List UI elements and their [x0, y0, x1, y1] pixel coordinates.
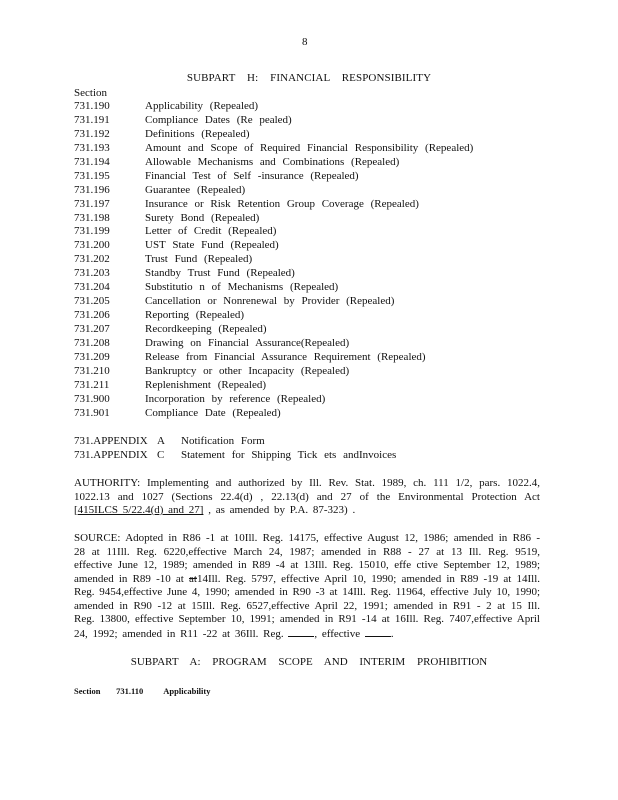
section-number: 731.191: [74, 113, 110, 126]
section-row: [74, 323, 544, 337]
section-title: Release from Financial Assurance Requirement (Repealed): [145, 350, 426, 363]
section-title: Recordkeeping (Repealed): [145, 323, 267, 335]
source-text-continued: 14Ill. Reg. 5797, effective April 10, 1990; amended in R89 -19 at 14Ill. Reg. 9454,effective June 4, 1990; amended in R90 -3 at 14Ill. Reg. 11964, effective July 10, 1990; amended in R90 -12 at 15Ill. Reg. 6527,effective April 22, 1991; amended in R91 - 2 at 15 Ill. Reg. 13800, effective September 10, 1991; amended in R91 -14 at 16Ill. Reg. 7407,effective April 24, 1992; amended in R11 -22 at 36Ill. Reg.: [74, 572, 541, 640]
section-row: [74, 170, 544, 184]
source-note: [74, 532, 540, 641]
section-title: Financial Test of Self -insurance (Repealed): [145, 169, 359, 182]
page-number: 8: [302, 36, 308, 48]
appendix-row: [74, 448, 544, 462]
section-label: Section: [74, 686, 101, 696]
section-title: Standby Trust Fund (Repealed): [145, 267, 295, 280]
section-row: [74, 295, 544, 309]
section-number: 731.198: [74, 211, 110, 224]
section-row: [74, 351, 544, 365]
subpart-h-heading: SUBPART H: FINANCIAL RESPONSIBILITY: [186, 72, 432, 84]
section-number: 731.196: [74, 183, 110, 196]
section-number: 731.195: [74, 169, 110, 182]
section-number: 731.190: [74, 100, 110, 112]
authority-text: AUTHORITY: Implementing and authorized by Ill. Rev. Stat. 1989, ch. 111 1/2, pars. 1022.4, 1022.13 and 1027 (Sections 22.4(d) , 22.13(d) and 27 of the Environmental Protection Act [: [74, 477, 540, 516]
section-row: [74, 239, 544, 253]
section-number: 731.203: [74, 267, 110, 280]
appendix-title: Notification Form: [181, 435, 265, 447]
section-number: 731.193: [74, 141, 110, 154]
section-number: 731.202: [74, 253, 110, 266]
section-title: Definitions (Repealed): [145, 127, 250, 140]
section-number: 731.901: [74, 406, 110, 419]
section-row: [74, 142, 544, 156]
section-title: UST State Fund (Repealed): [145, 239, 279, 252]
section-row: [74, 379, 544, 393]
section-row: [74, 267, 544, 281]
section-row: [74, 253, 544, 267]
section-number: 731.209: [74, 350, 110, 363]
section-row: [74, 114, 544, 128]
source-effective-label: , effective: [314, 627, 361, 640]
struck-text: at: [189, 572, 197, 585]
source-end: .: [390, 627, 394, 640]
appendix-title: Statement for Shipping Tick ets andInvoices: [181, 449, 397, 461]
section-title: Reporting (Repealed): [145, 309, 244, 322]
appendix-row: [74, 434, 544, 448]
section-number: 731.192: [74, 127, 110, 140]
appendix-number: 731.APPENDIX: [74, 449, 148, 461]
section-number: 731.205: [74, 295, 110, 308]
blank-field: [365, 627, 391, 637]
section-number: 731.208: [74, 336, 110, 349]
section-731-110-line: [74, 686, 210, 696]
section-title: Compliance Date (Repealed): [145, 406, 281, 419]
appendix-letter: C: [157, 449, 165, 461]
section-title: Allowable Mechanisms and Combinations (Repealed): [145, 155, 400, 168]
section-title: Substitutio n of Mechanisms (Repealed): [145, 281, 339, 294]
section-title: Drawing on Financial Assurance(Repealed): [145, 336, 350, 349]
section-title: Surety Bond (Repealed): [145, 211, 260, 224]
section-title: Cancellation or Nonrenewal by Provider (Repealed): [145, 295, 395, 308]
section-row: [74, 198, 544, 212]
section-title: Amount and Scope of Required Financial Responsibility (Repealed): [145, 141, 474, 154]
appendix-number: 731.APPENDIX: [74, 435, 148, 447]
section-row: [74, 225, 544, 239]
section-title: Guarantee (Repealed): [145, 183, 246, 196]
section-row: [74, 184, 544, 198]
section-row: [74, 407, 544, 421]
section-number: 731.900: [74, 392, 110, 405]
appendix-list: [74, 434, 544, 462]
section-number: 731.110: [116, 686, 144, 696]
section-row: [74, 281, 544, 295]
authority-text-end: , as amended by P.A. 87-323) .: [203, 504, 356, 516]
section-number: 731.200: [74, 239, 110, 252]
section-title: Bankruptcy or other Incapacity (Repealed): [145, 364, 350, 377]
section-number: 731.206: [74, 309, 110, 322]
section-row: [74, 393, 544, 407]
section-row: [74, 156, 544, 170]
section-column-label: Section: [74, 87, 107, 99]
section-list: [74, 100, 544, 421]
section-title: Compliance Dates (Re pealed): [145, 113, 292, 126]
blank-field: [288, 627, 314, 637]
section-row: [74, 309, 544, 323]
section-number: 731.204: [74, 281, 110, 294]
section-title: Insurance or Risk Retention Group Coverage (Repealed): [145, 197, 419, 210]
section-title: Trust Fund (Repealed): [145, 253, 253, 266]
section-row: [74, 100, 544, 114]
subpart-a-heading: SUBPART A: PROGRAM SCOPE AND INTERIM PROHIBITION: [130, 656, 488, 668]
section-number: 731.210: [74, 364, 110, 377]
section-number: 731.194: [74, 155, 110, 168]
section-row: [74, 128, 544, 142]
section-title: Applicability (Repealed): [145, 100, 259, 112]
section-title: Applicability: [163, 686, 211, 696]
section-row: [74, 212, 544, 226]
section-number: 731.199: [74, 225, 110, 238]
appendix-letter: A: [157, 435, 165, 447]
statute-citation-link[interactable]: 415ILCS 5/22.4(d) and 27]: [77, 504, 204, 516]
section-number: 731.197: [74, 197, 110, 210]
section-row: [74, 365, 544, 379]
section-title: Replenishment (Repealed): [145, 378, 266, 391]
section-number: 731.207: [74, 323, 110, 335]
section-number: 731.211: [74, 378, 110, 391]
section-title: Letter of Credit (Repealed): [145, 225, 277, 238]
section-row: [74, 337, 544, 351]
source-text: SOURCE: Adopted in R86 -1 at 10Ill. Reg. 14175, effective August 12, 1986; amended in R86 - 28 at 11Ill. Reg. 6220,effective March 24, 1987; amended in R88 - 27 at 13 Ill. Reg. 9519, effective June 12, 1989; amended in R89 -4 at 13Ill. Reg. 15010, effe ctive September 12, 1989; amended in R89 -10 at: [74, 532, 540, 585]
authority-note: [74, 477, 540, 518]
section-title: Incorporation by reference (Repealed): [145, 392, 326, 405]
